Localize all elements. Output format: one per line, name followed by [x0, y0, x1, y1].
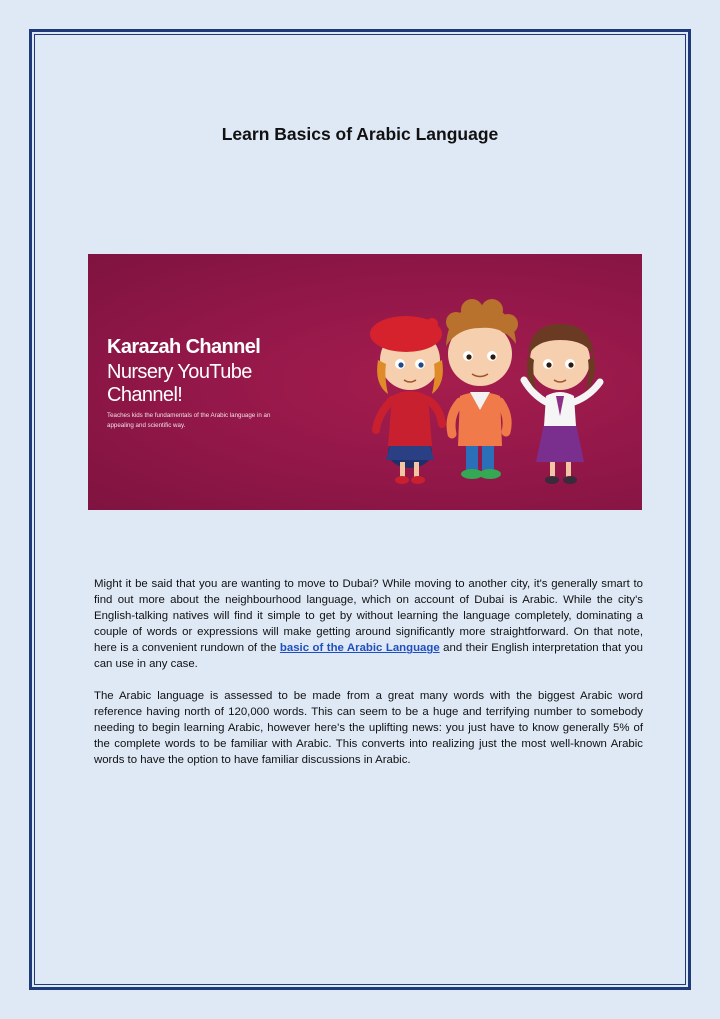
cartoon-characters-illustration [348, 284, 628, 494]
intro-paragraph [94, 576, 643, 673]
girl-red-hat-character [370, 316, 443, 484]
banner-image [88, 254, 642, 510]
banner-subheading: Nursery YouTube Channel! [107, 361, 252, 406]
intro-text-start: Might it be said that you are wanting to move to Dubai? While moving to another city, it's generally smart to find out more about the neighbourhood language, which on account of Dubai is Arabic. While the city's English-talking natives will find it simple to get by without learning the language completely, dominating a couple of words or expressions will make getting around significantly more straightforward. On that note, here is a convenient rundown of the [94, 578, 643, 655]
arabic-language-link[interactable]: basic of the Arabic Language [279, 642, 440, 655]
page-title: Learn Basics of Arabic Language [221, 124, 499, 144]
girl-purple-character [524, 324, 600, 484]
banner-heading: Karazah Channel [107, 336, 261, 358]
boy-character [446, 299, 518, 479]
intro-text-end: and their English interpretation that you can use in any case. [94, 642, 643, 671]
vocabulary-paragraph: The Arabic language is assessed to be made from a great many words with the biggest Arabic word reference having north of 120,000 words. This can seem to be a huge and terrifying number to somebody needing to begin learning Arabic, however here's the uplifting news: you just have to know generally 5% of the complete words to be familiar with Arabic. This converts into realizing just the most well-known Arabic words to have the option to have familiar discussions in Arabic. [94, 690, 643, 767]
banner-description: Teaches kids the fundamentals of the Arabic language in an appealing and scientific way. [107, 412, 271, 429]
